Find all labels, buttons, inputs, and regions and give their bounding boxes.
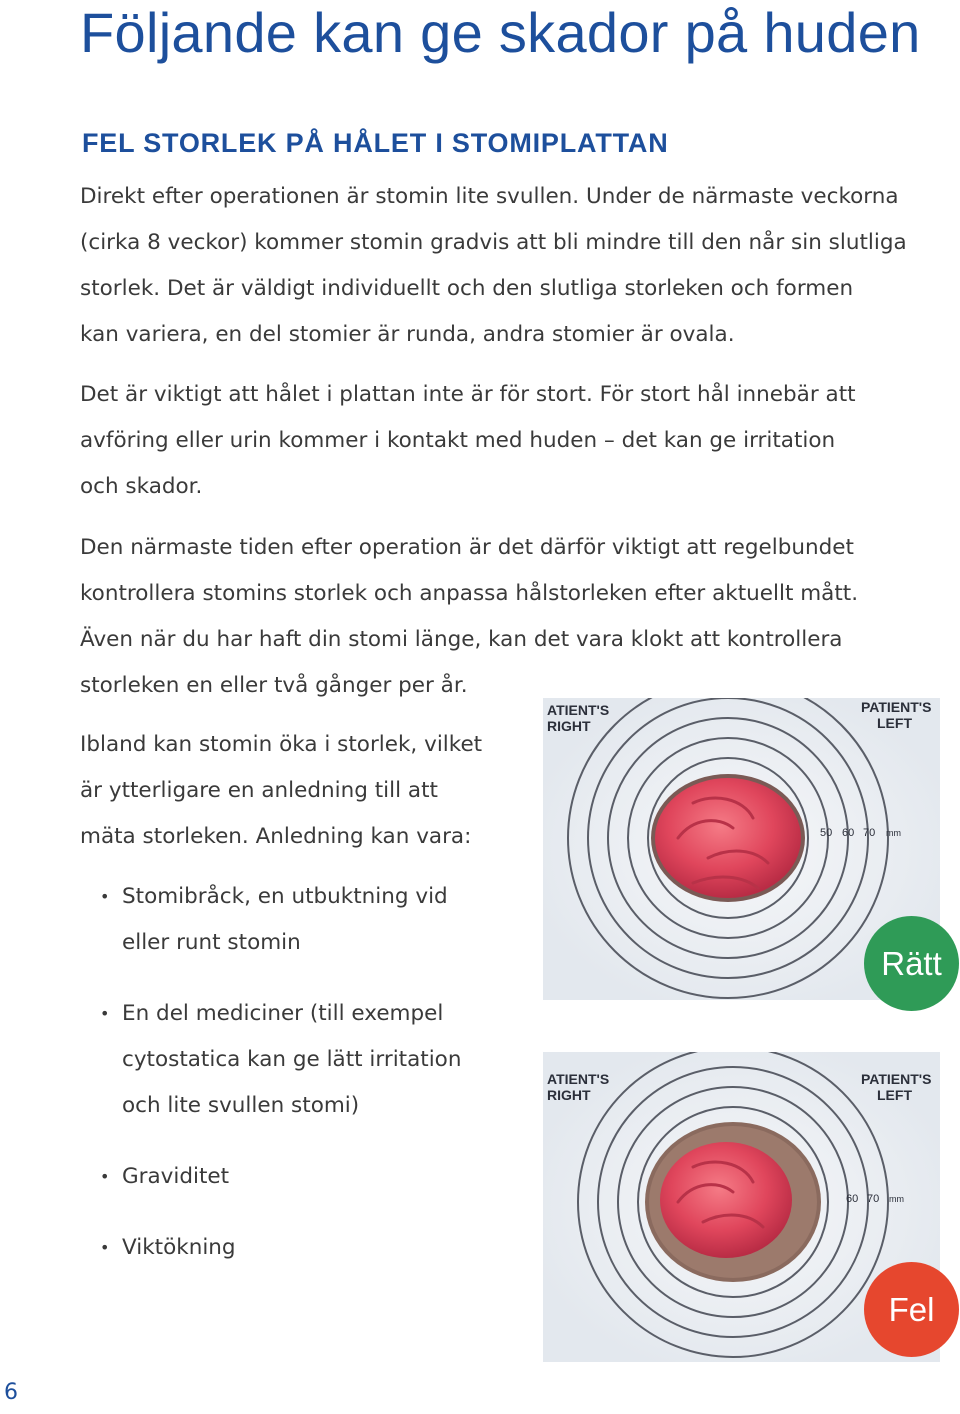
label-patient-left: PATIENT'S [861,699,932,715]
bullet-icon: • [100,1167,110,1186]
list-item-text: Graviditet [122,1164,230,1189]
list-item-text: Viktökning [122,1235,236,1260]
label-patient-right: ATIENT'S [547,1071,610,1087]
list-item [98,1225,518,1271]
text-line: (cirka 8 veckor) kommer stomin gradvis att bli mindre till den når sin slutliga [80,230,907,255]
text-line: Direkt efter operationen är stomin lite svullen. Under de närmaste veckorna [80,184,899,209]
bullet-icon: • [100,1004,110,1023]
page-number: 6 [4,1380,18,1405]
list-item [98,874,518,966]
list-item-text: och lite svullen stomi) [122,1093,360,1118]
paragraph-intro [80,174,907,358]
text-line: storleken en eller två gånger per år. [80,673,468,698]
scale-unit: mm [889,1194,904,1204]
list-item-text: En del mediciner (till exempel [122,1001,444,1026]
wrong-badge: Fel [864,1262,959,1357]
label-patient-left-2: LEFT [877,1087,912,1103]
text-line: Det är viktigt att hålet i plattan inte är för stort. För stort hål innebär att [80,382,856,407]
bullet-icon: • [100,887,110,906]
paragraph-reasons [80,722,482,860]
list-item [98,1154,518,1200]
label-patient-right-2: RIGHT [547,718,591,734]
list-item-text: eller runt stomin [122,930,301,955]
list-item [98,991,518,1129]
scale-label: 60 [842,827,855,839]
label-patient-right: ATIENT'S [547,702,610,718]
text-line: Ibland kan stomin öka i storlek, vilket [80,732,483,757]
text-line: avföring eller urin kommer i kontakt med huden – det kan ge irritation [80,428,836,453]
list-item-text: cytostatica kan ge lätt irritation [122,1047,462,1072]
text-line: mäta storleken. Anledning kan vara: [80,824,472,849]
scale-label: 70 [863,827,876,839]
label-patient-right-2: RIGHT [547,1087,591,1103]
correct-badge: Rätt [864,916,959,1011]
list-item-text: Stomibråck, en utbuktning vid [122,884,448,909]
page-title: Följande kan ge skador på huden [80,1,921,64]
scale-unit: mm [886,828,901,838]
text-line: kontrollera stomins storlek och anpassa hålstorleken efter aktuellt mått. [80,581,859,606]
scale-label: 60 [846,1193,859,1205]
text-line: och skador. [80,474,203,499]
text-line: Den närmaste tiden efter operation är det därför viktigt att regelbundet [80,535,854,560]
label-patient-left: PATIENT'S [861,1071,932,1087]
text-line: är ytterligare en anledning till att [80,778,438,803]
scale-label: 50 [820,827,833,839]
text-line: kan variera, en del stomier är runda, andra stomier är ovala. [80,322,735,347]
text-line: Även när du har haft din stomi länge, kan det vara klokt att kontrollera [80,627,843,652]
reasons-list [98,874,518,1296]
bullet-icon: • [100,1238,110,1257]
paragraph-hole-size [80,372,856,510]
text-line: storlek. Det är väldigt individuellt och den slutliga storleken och formen [80,276,854,301]
label-patient-left-2: LEFT [877,715,912,731]
section-heading: FEL STORLEK PÅ HÅLET I STOMIPLATTAN [82,128,669,158]
scale-label: 70 [867,1193,880,1205]
paragraph-measure [80,525,858,709]
